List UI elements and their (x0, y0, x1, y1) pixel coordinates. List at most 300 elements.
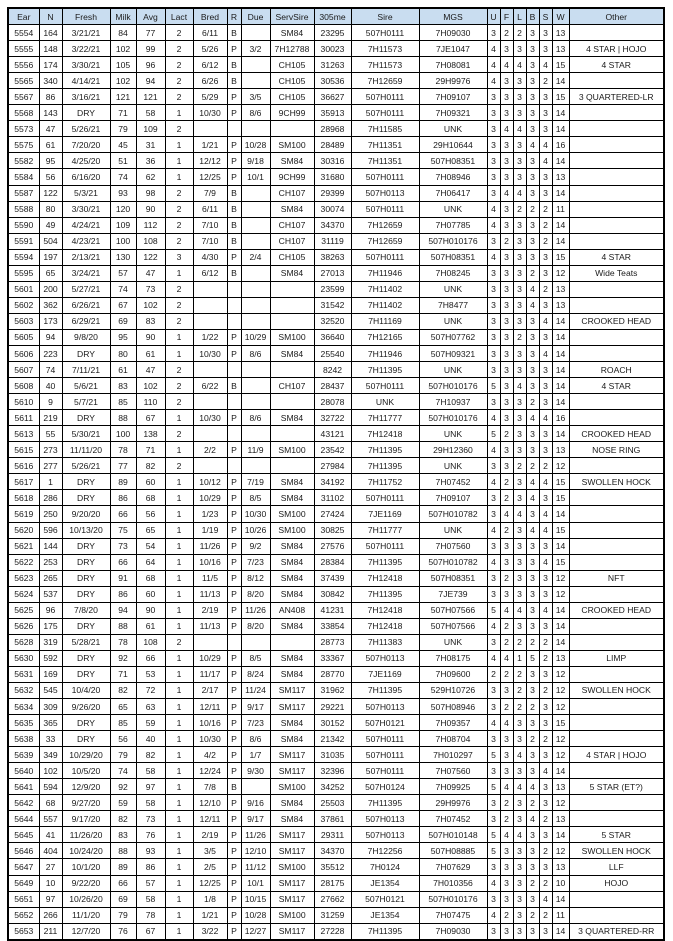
cell-milk: 92 (110, 650, 136, 666)
cell-servsire: SM117 (270, 875, 314, 891)
cell-b: 3 (526, 666, 539, 682)
cell-bred: 10/30 (193, 105, 227, 121)
cell-mgs: 7H10937 (419, 394, 487, 410)
cell-u: 2 (487, 666, 500, 682)
cell-avg: 58 (136, 105, 165, 121)
cell-mgs: 7H08245 (419, 265, 487, 281)
cell-ear: 5622 (8, 554, 39, 570)
table-row (8, 217, 664, 233)
cell-w: 13 (552, 811, 569, 827)
cell-f: 2 (500, 474, 513, 490)
cell-w: 14 (552, 121, 569, 137)
cell-sire: 507H0111 (351, 201, 419, 217)
cell-lact: 1 (165, 699, 193, 715)
cell-mgs: 29H12360 (419, 442, 487, 458)
cell-f: 3 (500, 362, 513, 378)
cell-n: 61 (39, 137, 62, 153)
cell-servsire: SM100 (270, 329, 314, 345)
cell-other: CROOKED HEAD (569, 426, 664, 442)
cell-305me: 31102 (314, 490, 351, 506)
cell-fresh: 2/13/21 (62, 249, 110, 265)
cell-sire: 507H0121 (351, 715, 419, 731)
cell-b: 3 (526, 827, 539, 843)
table-row (8, 121, 664, 137)
cell-other (569, 329, 664, 345)
cell-r: B (227, 265, 241, 281)
cell-f: 3 (500, 89, 513, 105)
cell-s: 3 (539, 570, 552, 586)
cell-fresh: 10/1/20 (62, 859, 110, 875)
cell-305me: 25540 (314, 345, 351, 361)
cell-due (241, 265, 270, 281)
cell-mgs: UNK (419, 362, 487, 378)
column-header-mgs: MGS (419, 8, 487, 25)
cell-fresh: 9/20/20 (62, 506, 110, 522)
cell-sire: 7H11395 (351, 458, 419, 474)
cell-305me: 23599 (314, 281, 351, 297)
cell-lact: 1 (165, 779, 193, 795)
cell-u: 5 (487, 426, 500, 442)
cell-other (569, 795, 664, 811)
cell-b: 4 (526, 779, 539, 795)
cell-f: 4 (500, 506, 513, 522)
cell-sire: 507H0113 (351, 827, 419, 843)
table-row (8, 923, 664, 940)
cell-f: 3 (500, 153, 513, 169)
cell-fresh: 5/30/21 (62, 426, 110, 442)
cell-ear: 5567 (8, 89, 39, 105)
cell-milk: 102 (110, 41, 136, 57)
cell-servsire: SM84 (270, 731, 314, 747)
cell-other (569, 666, 664, 682)
cell-b: 3 (526, 25, 539, 41)
cell-305me: 31680 (314, 169, 351, 185)
column-header-u: U (487, 8, 500, 25)
cell-sire: 507H0111 (351, 249, 419, 265)
cell-w: 16 (552, 410, 569, 426)
cell-ear: 5619 (8, 506, 39, 522)
cell-l: 3 (513, 891, 526, 907)
cell-fresh: 3/21/21 (62, 25, 110, 41)
cell-other (569, 105, 664, 121)
cell-fresh: DRY (62, 570, 110, 586)
cell-u: 4 (487, 249, 500, 265)
cell-w: 14 (552, 538, 569, 554)
cell-b: 2 (526, 201, 539, 217)
cell-l: 3 (513, 859, 526, 875)
cell-b: 3 (526, 378, 539, 394)
cell-l: 2 (513, 329, 526, 345)
cell-f: 4 (500, 779, 513, 795)
cell-other: 3 QUARTERED-LR (569, 89, 664, 105)
cell-avg: 90 (136, 602, 165, 618)
cell-sire: 7H11351 (351, 137, 419, 153)
cell-r: P (227, 554, 241, 570)
cell-u: 3 (487, 345, 500, 361)
cell-sire: 7H11395 (351, 795, 419, 811)
cell-b: 3 (526, 313, 539, 329)
cell-servsire: SM84 (270, 795, 314, 811)
cell-w: 13 (552, 25, 569, 41)
cell-avg: 112 (136, 217, 165, 233)
cell-bred (193, 281, 227, 297)
cell-ear: 5631 (8, 666, 39, 682)
column-header-bred: Bred (193, 8, 227, 25)
cell-avg: 73 (136, 281, 165, 297)
cell-lact: 1 (165, 137, 193, 153)
cell-ear: 5606 (8, 345, 39, 361)
cell-w: 14 (552, 827, 569, 843)
cell-s: 3 (539, 265, 552, 281)
cell-s: 2 (539, 201, 552, 217)
cell-n: 596 (39, 522, 62, 538)
cell-other: Wide Teats (569, 265, 664, 281)
cell-bred (193, 297, 227, 313)
table-row (8, 570, 664, 586)
cell-mgs: 507H010782 (419, 554, 487, 570)
table-row (8, 618, 664, 634)
cell-servsire (270, 394, 314, 410)
table-row (8, 795, 664, 811)
table-row (8, 345, 664, 361)
cell-servsire: CH107 (270, 185, 314, 201)
cell-f: 3 (500, 137, 513, 153)
cell-r (227, 362, 241, 378)
cell-lact: 2 (165, 185, 193, 201)
cell-milk: 79 (110, 121, 136, 137)
cell-r: P (227, 586, 241, 602)
cell-other (569, 345, 664, 361)
cell-b: 3 (526, 249, 539, 265)
cell-servsire: 7H12788 (270, 41, 314, 57)
cell-u: 3 (487, 297, 500, 313)
cell-u: 5 (487, 779, 500, 795)
table-row (8, 715, 664, 731)
cell-f: 2 (500, 25, 513, 41)
cell-milk: 66 (110, 875, 136, 891)
cell-ear: 5601 (8, 281, 39, 297)
cell-b: 2 (526, 265, 539, 281)
cell-l: 4 (513, 185, 526, 201)
cell-305me: 35512 (314, 859, 351, 875)
cell-f: 3 (500, 345, 513, 361)
cell-f: 3 (500, 859, 513, 875)
cell-305me: 29399 (314, 185, 351, 201)
column-header-f: F (500, 8, 513, 25)
cell-l: 3 (513, 522, 526, 538)
cell-l: 3 (513, 811, 526, 827)
cell-b: 3 (526, 715, 539, 731)
cell-r (227, 426, 241, 442)
cell-305me: 30825 (314, 522, 351, 538)
table-row (8, 506, 664, 522)
cell-r: P (227, 682, 241, 698)
cell-milk: 105 (110, 57, 136, 73)
cell-b: 3 (526, 105, 539, 121)
cell-mgs: 507H010148 (419, 827, 487, 843)
cell-lact: 1 (165, 747, 193, 763)
cell-other: HOJO (569, 875, 664, 891)
cell-bred: 11/13 (193, 618, 227, 634)
cell-lact: 2 (165, 25, 193, 41)
cell-servsire: SM84 (270, 345, 314, 361)
cell-lact: 1 (165, 827, 193, 843)
cell-fresh: 6/29/21 (62, 313, 110, 329)
cell-avg: 66 (136, 650, 165, 666)
cell-sire: 507H0121 (351, 891, 419, 907)
cell-b: 2 (526, 634, 539, 650)
cell-fresh: 11/11/20 (62, 442, 110, 458)
cell-n: 223 (39, 345, 62, 361)
cell-avg: 72 (136, 682, 165, 698)
cell-due: 7/19 (241, 474, 270, 490)
cell-milk: 91 (110, 570, 136, 586)
cell-lact: 2 (165, 313, 193, 329)
cell-due (241, 634, 270, 650)
cell-f: 3 (500, 313, 513, 329)
cell-l: 3 (513, 731, 526, 747)
cell-l: 3 (513, 41, 526, 57)
cell-bred: 1/21 (193, 137, 227, 153)
cell-n: 286 (39, 490, 62, 506)
cell-mgs: 7H09600 (419, 666, 487, 682)
cell-s: 4 (539, 153, 552, 169)
cell-mgs: 7H07475 (419, 907, 487, 923)
cell-servsire: SM84 (270, 811, 314, 827)
cell-b: 3 (526, 233, 539, 249)
cell-b: 4 (526, 474, 539, 490)
cell-bred: 1/22 (193, 329, 227, 345)
cell-due: 3/2 (241, 41, 270, 57)
table-row (8, 297, 664, 313)
cell-s: 3 (539, 827, 552, 843)
cell-w: 15 (552, 474, 569, 490)
cell-l: 3 (513, 426, 526, 442)
cell-f: 3 (500, 201, 513, 217)
cell-b: 3 (526, 41, 539, 57)
cell-servsire: SM117 (270, 843, 314, 859)
cell-lact: 1 (165, 345, 193, 361)
cell-fresh: DRY (62, 554, 110, 570)
cell-l: 2 (513, 458, 526, 474)
cell-lact: 1 (165, 474, 193, 490)
cell-w: 14 (552, 634, 569, 650)
cell-b: 4 (526, 811, 539, 827)
cell-305me: 41231 (314, 602, 351, 618)
cell-w: 13 (552, 779, 569, 795)
cell-f: 4 (500, 602, 513, 618)
cell-l: 3 (513, 105, 526, 121)
cell-lact: 2 (165, 233, 193, 249)
cell-u: 3 (487, 570, 500, 586)
cell-u: 3 (487, 506, 500, 522)
cell-n: 309 (39, 699, 62, 715)
table-row (8, 891, 664, 907)
cell-due (241, 378, 270, 394)
cell-n: 173 (39, 313, 62, 329)
cell-servsire: CH107 (270, 217, 314, 233)
cell-due: 7/23 (241, 554, 270, 570)
cell-lact: 1 (165, 442, 193, 458)
table-row (8, 329, 664, 345)
cell-s: 4 (539, 57, 552, 73)
cell-ear: 5605 (8, 329, 39, 345)
cell-s: 3 (539, 779, 552, 795)
cell-u: 4 (487, 875, 500, 891)
cell-lact: 2 (165, 362, 193, 378)
cell-mgs: 7H07560 (419, 538, 487, 554)
cell-n: 174 (39, 57, 62, 73)
cell-r: P (227, 522, 241, 538)
cell-other: LLF (569, 859, 664, 875)
cell-sire: 7H12418 (351, 602, 419, 618)
cell-due (241, 281, 270, 297)
cell-305me: 30536 (314, 73, 351, 89)
cell-u: 3 (487, 923, 500, 940)
table-row (8, 650, 664, 666)
cell-305me: 28384 (314, 554, 351, 570)
column-header-l: L (513, 8, 526, 25)
cell-n: 10 (39, 875, 62, 891)
cell-s: 3 (539, 923, 552, 940)
cell-b: 3 (526, 73, 539, 89)
cell-bred: 12/25 (193, 169, 227, 185)
cell-f: 2 (500, 618, 513, 634)
cell-milk: 77 (110, 458, 136, 474)
cell-r: P (227, 570, 241, 586)
cell-milk: 45 (110, 137, 136, 153)
cell-u: 3 (487, 329, 500, 345)
cell-sire: 7H11395 (351, 442, 419, 458)
cell-servsire: SM84 (270, 715, 314, 731)
cell-avg: 78 (136, 907, 165, 923)
cell-due: 8/6 (241, 410, 270, 426)
table-row (8, 313, 664, 329)
cell-servsire: 9CH99 (270, 105, 314, 121)
table-row (8, 153, 664, 169)
cell-305me: 27228 (314, 923, 351, 940)
table-row (8, 811, 664, 827)
cell-f: 3 (500, 394, 513, 410)
cell-mgs: 7H08704 (419, 731, 487, 747)
cell-u: 4 (487, 474, 500, 490)
cell-n: 349 (39, 747, 62, 763)
cell-other (569, 297, 664, 313)
cell-fresh: 9/17/20 (62, 811, 110, 827)
cell-305me: 34252 (314, 779, 351, 795)
cell-ear: 5568 (8, 105, 39, 121)
cell-u: 3 (487, 121, 500, 137)
cell-other: 5 STAR (ET?) (569, 779, 664, 795)
cell-n: 102 (39, 763, 62, 779)
cell-sire: 7H11573 (351, 41, 419, 57)
column-header-sire: Sire (351, 8, 419, 25)
cell-other (569, 217, 664, 233)
cell-n: 253 (39, 554, 62, 570)
cell-r: P (227, 731, 241, 747)
cell-avg: 97 (136, 779, 165, 795)
cell-s: 4 (539, 313, 552, 329)
cell-avg: 58 (136, 795, 165, 811)
cell-l: 2 (513, 682, 526, 698)
cell-mgs: UNK (419, 281, 487, 297)
cell-ear: 5565 (8, 73, 39, 89)
cell-mgs: 7H07452 (419, 811, 487, 827)
cell-lact: 1 (165, 859, 193, 875)
cell-sire: 7H11573 (351, 57, 419, 73)
cell-due (241, 297, 270, 313)
cell-servsire: SM117 (270, 827, 314, 843)
cell-n: 49 (39, 217, 62, 233)
cell-mgs: 507H010176 (419, 233, 487, 249)
cell-b: 3 (526, 682, 539, 698)
cell-r: P (227, 907, 241, 923)
cell-sire: 7H11777 (351, 410, 419, 426)
cell-other (569, 522, 664, 538)
cell-u: 4 (487, 618, 500, 634)
cell-lact: 1 (165, 843, 193, 859)
cell-r: P (227, 442, 241, 458)
cell-bred: 12/10 (193, 795, 227, 811)
cell-ear: 5588 (8, 201, 39, 217)
cell-fresh: 9/27/20 (62, 795, 110, 811)
cell-fresh: DRY (62, 731, 110, 747)
cell-lact: 1 (165, 506, 193, 522)
cell-avg: 60 (136, 586, 165, 602)
cell-s: 3 (539, 169, 552, 185)
cell-sire: 7H12165 (351, 329, 419, 345)
cell-s: 4 (539, 474, 552, 490)
cell-bred (193, 313, 227, 329)
cell-fresh: 3/24/21 (62, 265, 110, 281)
cell-305me: 33367 (314, 650, 351, 666)
cell-lact: 2 (165, 89, 193, 105)
cell-r: P (227, 602, 241, 618)
cell-sire: 7H11585 (351, 121, 419, 137)
cell-mgs: 7JE739 (419, 586, 487, 602)
cell-fresh: DRY (62, 586, 110, 602)
cell-avg: 96 (136, 57, 165, 73)
cell-mgs: UNK (419, 201, 487, 217)
cell-l: 3 (513, 410, 526, 426)
cell-lact: 2 (165, 426, 193, 442)
cell-u: 4 (487, 73, 500, 89)
cell-b: 2 (526, 731, 539, 747)
cell-w: 14 (552, 329, 569, 345)
cell-bred (193, 121, 227, 137)
cell-b: 3 (526, 217, 539, 233)
cell-lact: 2 (165, 297, 193, 313)
cell-305me: 30842 (314, 586, 351, 602)
cell-fresh: 3/16/21 (62, 89, 110, 105)
cell-other (569, 907, 664, 923)
cell-l: 3 (513, 217, 526, 233)
cell-bred: 7/10 (193, 217, 227, 233)
cell-mgs: 29H9976 (419, 795, 487, 811)
cell-n: 197 (39, 249, 62, 265)
cell-avg: 67 (136, 923, 165, 940)
cell-other (569, 490, 664, 506)
cell-sire: 507H0111 (351, 25, 419, 41)
cell-fresh: 5/7/21 (62, 394, 110, 410)
cell-f: 3 (500, 442, 513, 458)
cell-f: 3 (500, 682, 513, 698)
column-header-avg: Avg (136, 8, 165, 25)
cell-sire: 7H11777 (351, 522, 419, 538)
cell-due (241, 121, 270, 137)
cell-sire: 507H0111 (351, 490, 419, 506)
cell-other: CROOKED HEAD (569, 602, 664, 618)
